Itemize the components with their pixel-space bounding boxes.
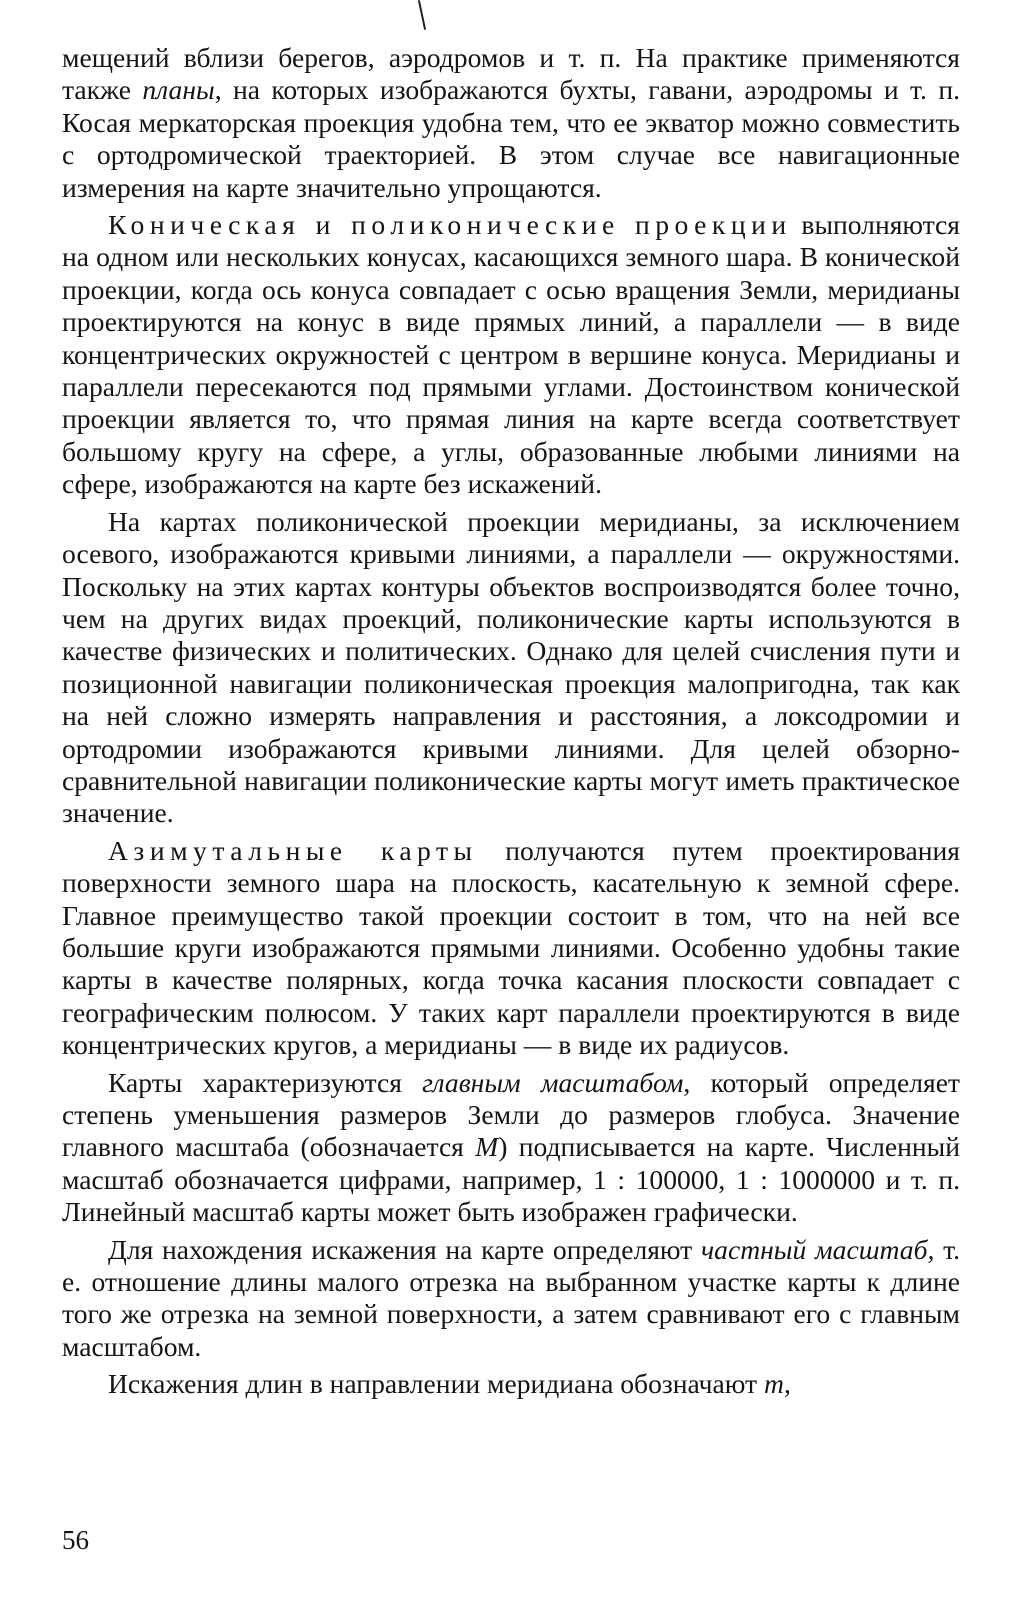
text-run: Искажения длин в направлении меридиана обозначают xyxy=(108,1368,765,1400)
paragraph-3 xyxy=(62,506,960,830)
paragraph-5 xyxy=(62,1067,960,1229)
paragraph-4 xyxy=(62,835,960,1062)
page-body xyxy=(62,42,960,1401)
text-run: Для нахождения искажения на карте определяют xyxy=(108,1233,701,1265)
paragraph-2 xyxy=(62,209,960,501)
italic-term: m, xyxy=(764,1368,791,1400)
spaced-heading: Азимутальные карты xyxy=(108,834,478,866)
italic-term: частный масштаб, xyxy=(700,1233,935,1265)
italic-term: главным масштабом xyxy=(422,1066,684,1098)
text-run: Карты характеризуются xyxy=(108,1066,423,1098)
italic-term: планы xyxy=(142,74,215,106)
text-run: выполняются на одном или нескольких конусах, касающихся земного шара. В конической проекции, когда ось конуса совпадает с осью вращения Земли, меридианы проектируются на конус в виде прямых линий, а параллели — в виде концентрических окружностей с центром в вершине конуса. Меридианы и параллели пересекаются под прямыми углами. Достоинством конической проекции является то, что прямая линия на карте всегда соответствует большому кругу на сфере, а углы, образованные любыми линиями на сфере, изображаются на карте без искажений. xyxy=(62,209,960,500)
paragraph-7 xyxy=(62,1368,960,1400)
italic-term: M xyxy=(475,1131,499,1163)
spaced-heading: Коническая и поликонические проекции xyxy=(108,209,792,241)
text-run: , который определяет степень уменьшения размеров Земли до размеров глобуса. Значение главного масштаба (обозначается xyxy=(62,1066,960,1163)
text-run: т. е. отношение длины малого отрезка на выбранном участке карты к длине того же отрезка на земной поверхности, а затем сравнивают его с главным масштабом. xyxy=(62,1233,961,1362)
text-run: мещений вблизи берегов, аэродромов и т. п. На практике применяются также xyxy=(62,42,960,106)
text-run: На картах поликонической проекции меридианы, за исключением осевого, изображаются кривыми линиями, а параллели — окружностями. Поскольку на этих картах контуры объектов воспроизводятся более точно, чем на других видах проекций, поликонические карты используются в качестве физических и политических. Однако для целей счисления пути и позиционной навигации поликоническая проекция малопригодна, так как на ней сложно измерять направления и расстояния, а локсодромии и ортодромии изображаются кривыми линиями. Для целей обзорно-сравнительной навигации поликонические карты могут иметь практическое значение. xyxy=(62,505,960,829)
text-run: , на которых изображаются бухты, гавани, аэродромы и т. п. Косая меркаторская проекция удобна тем, что ее экватор можно совместить с ортодромической траекторией. В этом случае все навигационные измерения на карте значительно упрощаются. xyxy=(62,74,960,203)
page-number: 56 xyxy=(62,1525,89,1555)
scan-mark xyxy=(418,0,426,30)
paragraph-6 xyxy=(62,1234,960,1364)
paragraph-1 xyxy=(62,42,960,204)
text-run: получаются путем проектирования поверхности земного шара на плоскость, касательную к земной сфере. Главное преимущество такой проекции состоит в том, что на ней все большие круги изображаются прямыми линиями. Особенно удобны такие карты в качестве полярных, когда точка касания плоскости совпадает с географическим полюсом. У таких карт параллели проектируются в виде концентрических кругов, а меридианы — в виде их радиусов. xyxy=(62,834,960,1061)
text-run: ) подписывается на карте. Численный масштаб обозначается цифрами, например, 1 : 100000, 1 : 1000000 и т. п. Линейный масштаб карты может быть изображен графически. xyxy=(62,1131,960,1228)
